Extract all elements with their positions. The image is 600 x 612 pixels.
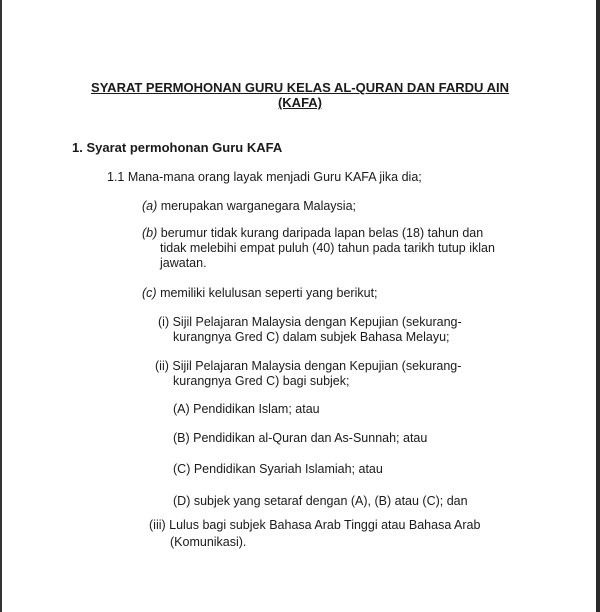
item-c-iii-line1: (iii) Lulus bagi subjek Bahasa Arab Tinggi atau Bahasa Arab	[149, 518, 481, 532]
item-a-text: merupakan warganegara Malaysia;	[160, 199, 357, 213]
item-b-line1: berumur tidak kurang daripada lapan belas (18) tahun dan	[160, 226, 484, 240]
document-title: SYARAT PERMOHONAN GURU KELAS AL-QURAN DAN FARDU AIN	[91, 80, 509, 95]
subitem-C: (C) Pendidikan Syariah Islamiah; atau	[173, 462, 383, 476]
item-b-line3: jawatan.	[160, 256, 207, 270]
item-c-ii-line2: kurangnya Gred C) bagi subjek;	[173, 374, 350, 388]
subitem-D: (D) subjek yang setaraf dengan (A), (B) atau (C); dan	[173, 494, 468, 508]
item-c-iii-line2: (Komunikasi).	[170, 535, 247, 549]
section-heading: 1. Syarat permohonan Guru KAFA	[72, 140, 283, 155]
clause-1-1: 1.1 Mana-mana orang layak menjadi Guru KAFA jika dia;	[107, 170, 422, 184]
item-a	[142, 199, 356, 214]
document-title-line2: (KAFA)	[277, 95, 323, 110]
item-c-marker: (c)	[142, 286, 157, 300]
item-c-ii-line1: (ii) Sijil Pelajaran Malaysia dengan Kepujian (sekurang-	[155, 359, 462, 373]
subitem-B: (B) Pendidikan al-Quran dan As-Sunnah; atau	[173, 431, 428, 445]
item-c	[142, 286, 378, 301]
item-c-i-line1: (i) Sijil Pelajaran Malaysia dengan Kepujian (sekurang-	[158, 315, 462, 329]
subitem-A: (A) Pendidikan Islam; atau	[173, 402, 320, 416]
item-c-text: memiliki kelulusan seperti yang berikut;	[160, 286, 378, 300]
item-c-i-line2: kurangnya Gred C) dalam subjek Bahasa Melayu;	[173, 330, 450, 344]
item-b	[142, 226, 483, 241]
item-b-marker: (b)	[142, 226, 158, 240]
item-a-marker: (a)	[142, 199, 158, 213]
item-b-line2: tidak melebihi empat puluh (40) tahun pada tarikh tutup iklan	[160, 241, 495, 255]
